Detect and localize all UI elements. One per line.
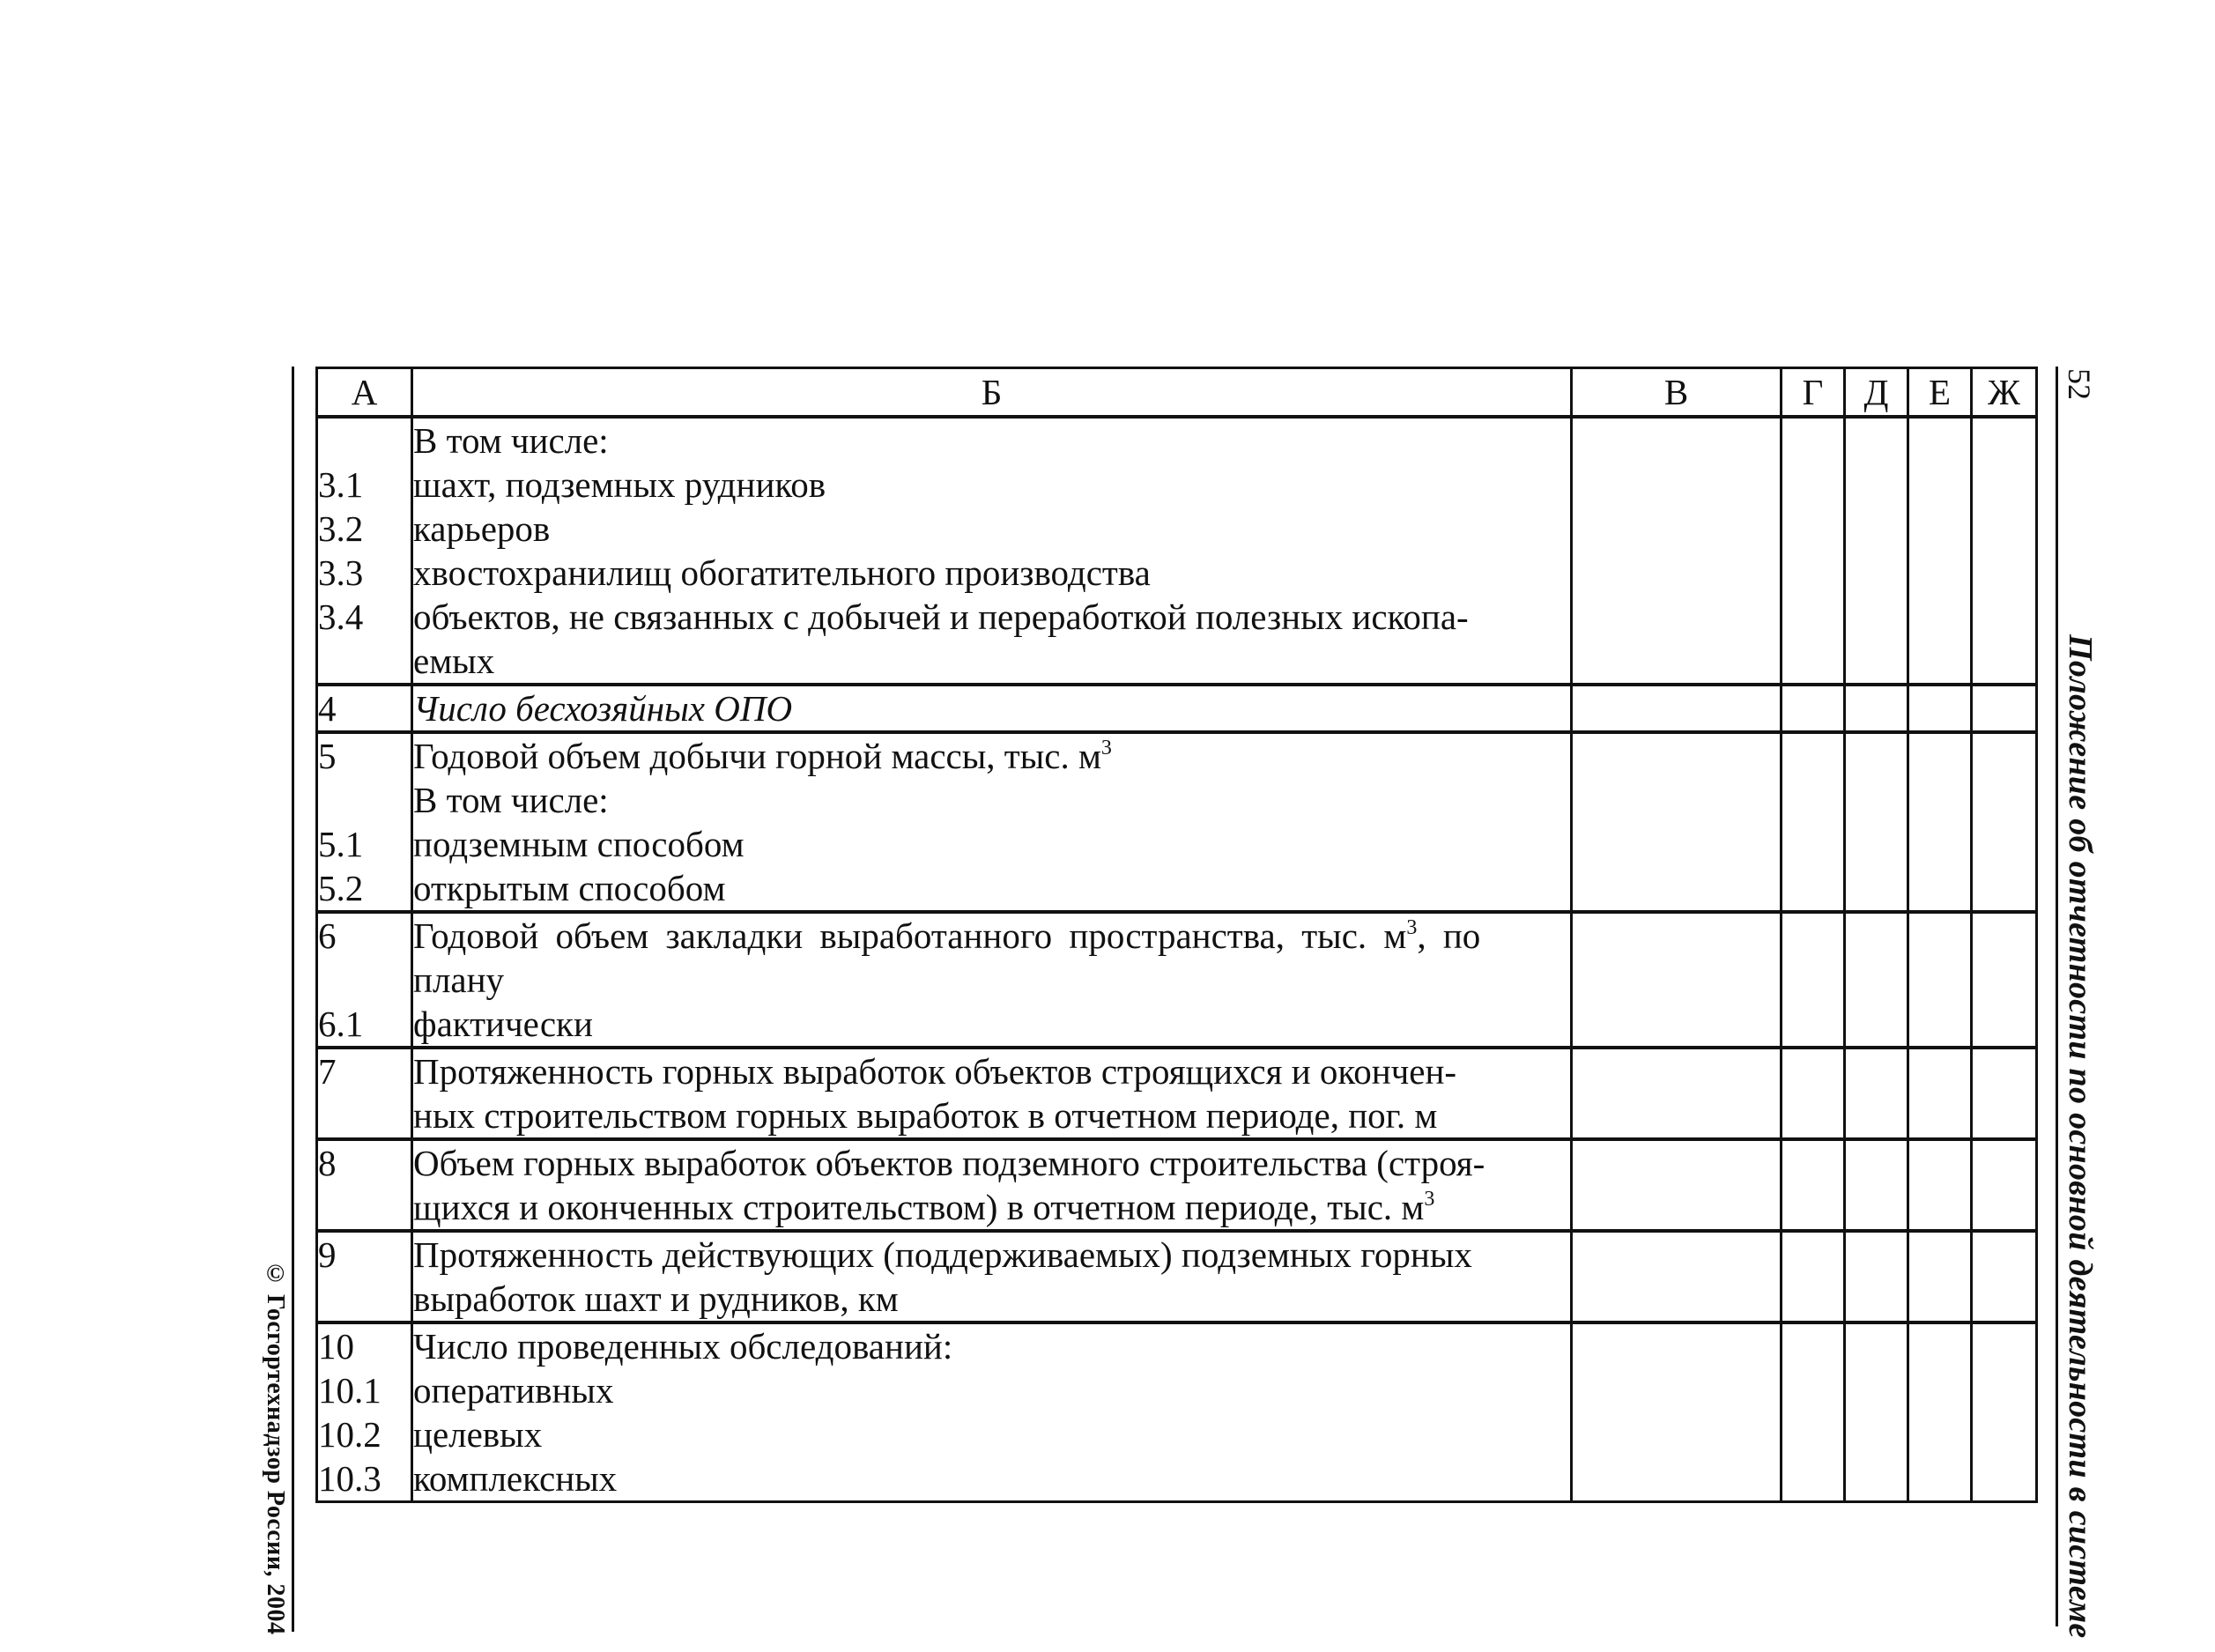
description-line: емых (413, 641, 495, 681)
report-table (315, 367, 2038, 1503)
cell-d (1845, 417, 1908, 685)
cell-zh (1972, 732, 2037, 912)
description-line: хвостохранилищ обогатительного производства (413, 552, 1151, 593)
item-number (318, 419, 411, 463)
cell-d (1845, 1322, 1908, 1502)
cell-e (1908, 1322, 1972, 1502)
description-text: Годовой объем добычи горной массы, тыс. м (413, 736, 1101, 776)
page-number: 52 (2062, 368, 2097, 400)
description-line: карьеров (413, 508, 551, 549)
column-header-g: Г (1782, 368, 1845, 418)
cell-e (1908, 912, 1972, 1048)
cell-v (1572, 1231, 1782, 1322)
table-row (317, 912, 2037, 1048)
item-number: 3.4 (318, 596, 364, 637)
cell-zh (1972, 1322, 2037, 1502)
cell-g (1782, 417, 1845, 685)
column-header-d: Д (1845, 368, 1908, 418)
cell-e (1908, 1231, 1972, 1322)
item-description (412, 1139, 1572, 1231)
cell-d (1845, 912, 1908, 1048)
item-number (318, 958, 411, 1002)
column-header-v: В (1572, 368, 1782, 418)
item-number: 5 (318, 736, 337, 776)
item-description (412, 1048, 1572, 1139)
description-line: шахт, подземных рудников (413, 464, 826, 505)
item-number (318, 1185, 411, 1229)
cell-d (1845, 732, 1908, 912)
description-line: Число бесхозяйных ОПО (413, 688, 793, 729)
item-number: 5.2 (318, 868, 364, 908)
description-line: Протяженность горных выработок объектов строящихся и окончен- (413, 1051, 1457, 1092)
cell-v (1572, 417, 1782, 685)
item-number: 10.1 (318, 1370, 382, 1411)
description-line (413, 914, 1570, 958)
table-row (317, 1231, 2037, 1322)
item-description (412, 417, 1572, 685)
cell-e (1908, 1139, 1972, 1231)
column-header-a: А (317, 368, 412, 418)
item-number: 7 (318, 1051, 337, 1092)
cell-v (1572, 912, 1782, 1048)
cell-zh (1972, 1048, 2037, 1139)
description-line: В том числе: (413, 420, 609, 461)
item-number: 6 (318, 915, 337, 956)
item-numbers (317, 912, 412, 1048)
cell-v (1572, 1322, 1782, 1502)
item-number (318, 1093, 411, 1137)
column-header-b: Б (412, 368, 1572, 418)
table-row (317, 417, 2037, 685)
item-number (318, 1277, 411, 1321)
unit-superscript: 3 (1424, 1188, 1435, 1211)
item-number: 3.2 (318, 508, 364, 549)
description-line: оперативных (413, 1370, 614, 1411)
item-number: 9 (318, 1234, 337, 1275)
item-number: 8 (318, 1143, 337, 1183)
cell-zh (1972, 417, 2037, 685)
description-line (413, 734, 1570, 778)
item-numbers (317, 1048, 412, 1139)
copyright-notice: © Госгортехнадзор России, 2004 (262, 1260, 289, 1635)
cell-g (1782, 912, 1845, 1048)
cell-g (1782, 1048, 1845, 1139)
description-line (413, 1185, 1570, 1229)
description-line: фактически (413, 1004, 593, 1044)
cell-g (1782, 1231, 1845, 1322)
cell-e (1908, 1048, 1972, 1139)
cell-v (1572, 1139, 1782, 1231)
description-line: выработок шахт и рудников, км (413, 1278, 899, 1319)
item-numbers (317, 417, 412, 685)
cell-zh (1972, 912, 2037, 1048)
item-number (318, 639, 411, 683)
cell-d (1845, 1139, 1908, 1231)
item-number: 10.3 (318, 1458, 382, 1499)
table-row (317, 732, 2037, 912)
item-description (412, 1322, 1572, 1502)
column-header-zh: Ж (1972, 368, 2037, 418)
description-line: В том числе: (413, 780, 609, 820)
item-number (318, 778, 411, 822)
item-number: 3.1 (318, 464, 364, 505)
item-description (412, 912, 1572, 1048)
description-line: плану (413, 959, 505, 1000)
unit-superscript: 3 (1406, 916, 1418, 939)
cell-zh (1972, 1231, 2037, 1322)
item-number: 10.2 (318, 1414, 382, 1455)
description-text: щихся и оконченных строительством) в отчетном периоде, тыс. м (413, 1187, 1425, 1227)
description-line: открытым способом (413, 868, 726, 908)
left-margin-rule (292, 367, 294, 1632)
cell-d (1845, 1048, 1908, 1139)
table-row (317, 1048, 2037, 1139)
description-text: Годовой объем закладки выработанного пространства, тыс. м (413, 915, 1407, 956)
cell-v (1572, 1048, 1782, 1139)
description-line: ных строительством горных выработок в отчетном периоде, пог. м (413, 1095, 1438, 1136)
table-row (317, 1139, 2037, 1231)
cell-e (1908, 732, 1972, 912)
item-number: 4 (318, 688, 337, 729)
cell-g (1782, 1139, 1845, 1231)
cell-zh (1972, 685, 2037, 732)
cell-e (1908, 685, 1972, 732)
item-number: 6.1 (318, 1004, 364, 1044)
cell-v (1572, 685, 1782, 732)
item-number: 3.3 (318, 552, 364, 593)
cell-d (1845, 685, 1908, 732)
description-line: Протяженность действующих (поддерживаемых) подземных горных (413, 1234, 1472, 1275)
description-line: целевых (413, 1414, 543, 1455)
description-line: подземным способом (413, 824, 745, 864)
description-text: , по (1417, 915, 1481, 956)
item-description (412, 732, 1572, 912)
item-number: 5.1 (318, 824, 364, 864)
item-description (412, 1231, 1572, 1322)
cell-g (1782, 732, 1845, 912)
item-numbers (317, 1139, 412, 1231)
running-header: Положение об отчетности по основной деятельности в системе (2062, 634, 2099, 1639)
item-numbers (317, 1322, 412, 1502)
description-line: Число проведенных обследований: (413, 1326, 953, 1367)
description-line: Объем горных выработок объектов подземного строительства (строя- (413, 1143, 1485, 1183)
item-numbers (317, 732, 412, 912)
description-line: объектов, не связанных с добычей и переработкой полезных ископа- (413, 596, 1469, 637)
cell-v (1572, 732, 1782, 912)
cell-zh (1972, 1139, 2037, 1231)
unit-superscript: 3 (1100, 737, 1112, 759)
item-numbers (317, 685, 412, 732)
table-row (317, 685, 2037, 732)
item-description (412, 685, 1572, 732)
cell-e (1908, 417, 1972, 685)
item-numbers (317, 1231, 412, 1322)
table-header-row (317, 368, 2037, 418)
cell-d (1845, 1231, 1908, 1322)
right-margin-rule (2056, 367, 2058, 1626)
cell-g (1782, 1322, 1845, 1502)
description-line: комплексных (413, 1458, 618, 1499)
column-header-e: Е (1908, 368, 1972, 418)
item-number: 10 (318, 1326, 354, 1367)
table-row (317, 1322, 2037, 1502)
cell-g (1782, 685, 1845, 732)
